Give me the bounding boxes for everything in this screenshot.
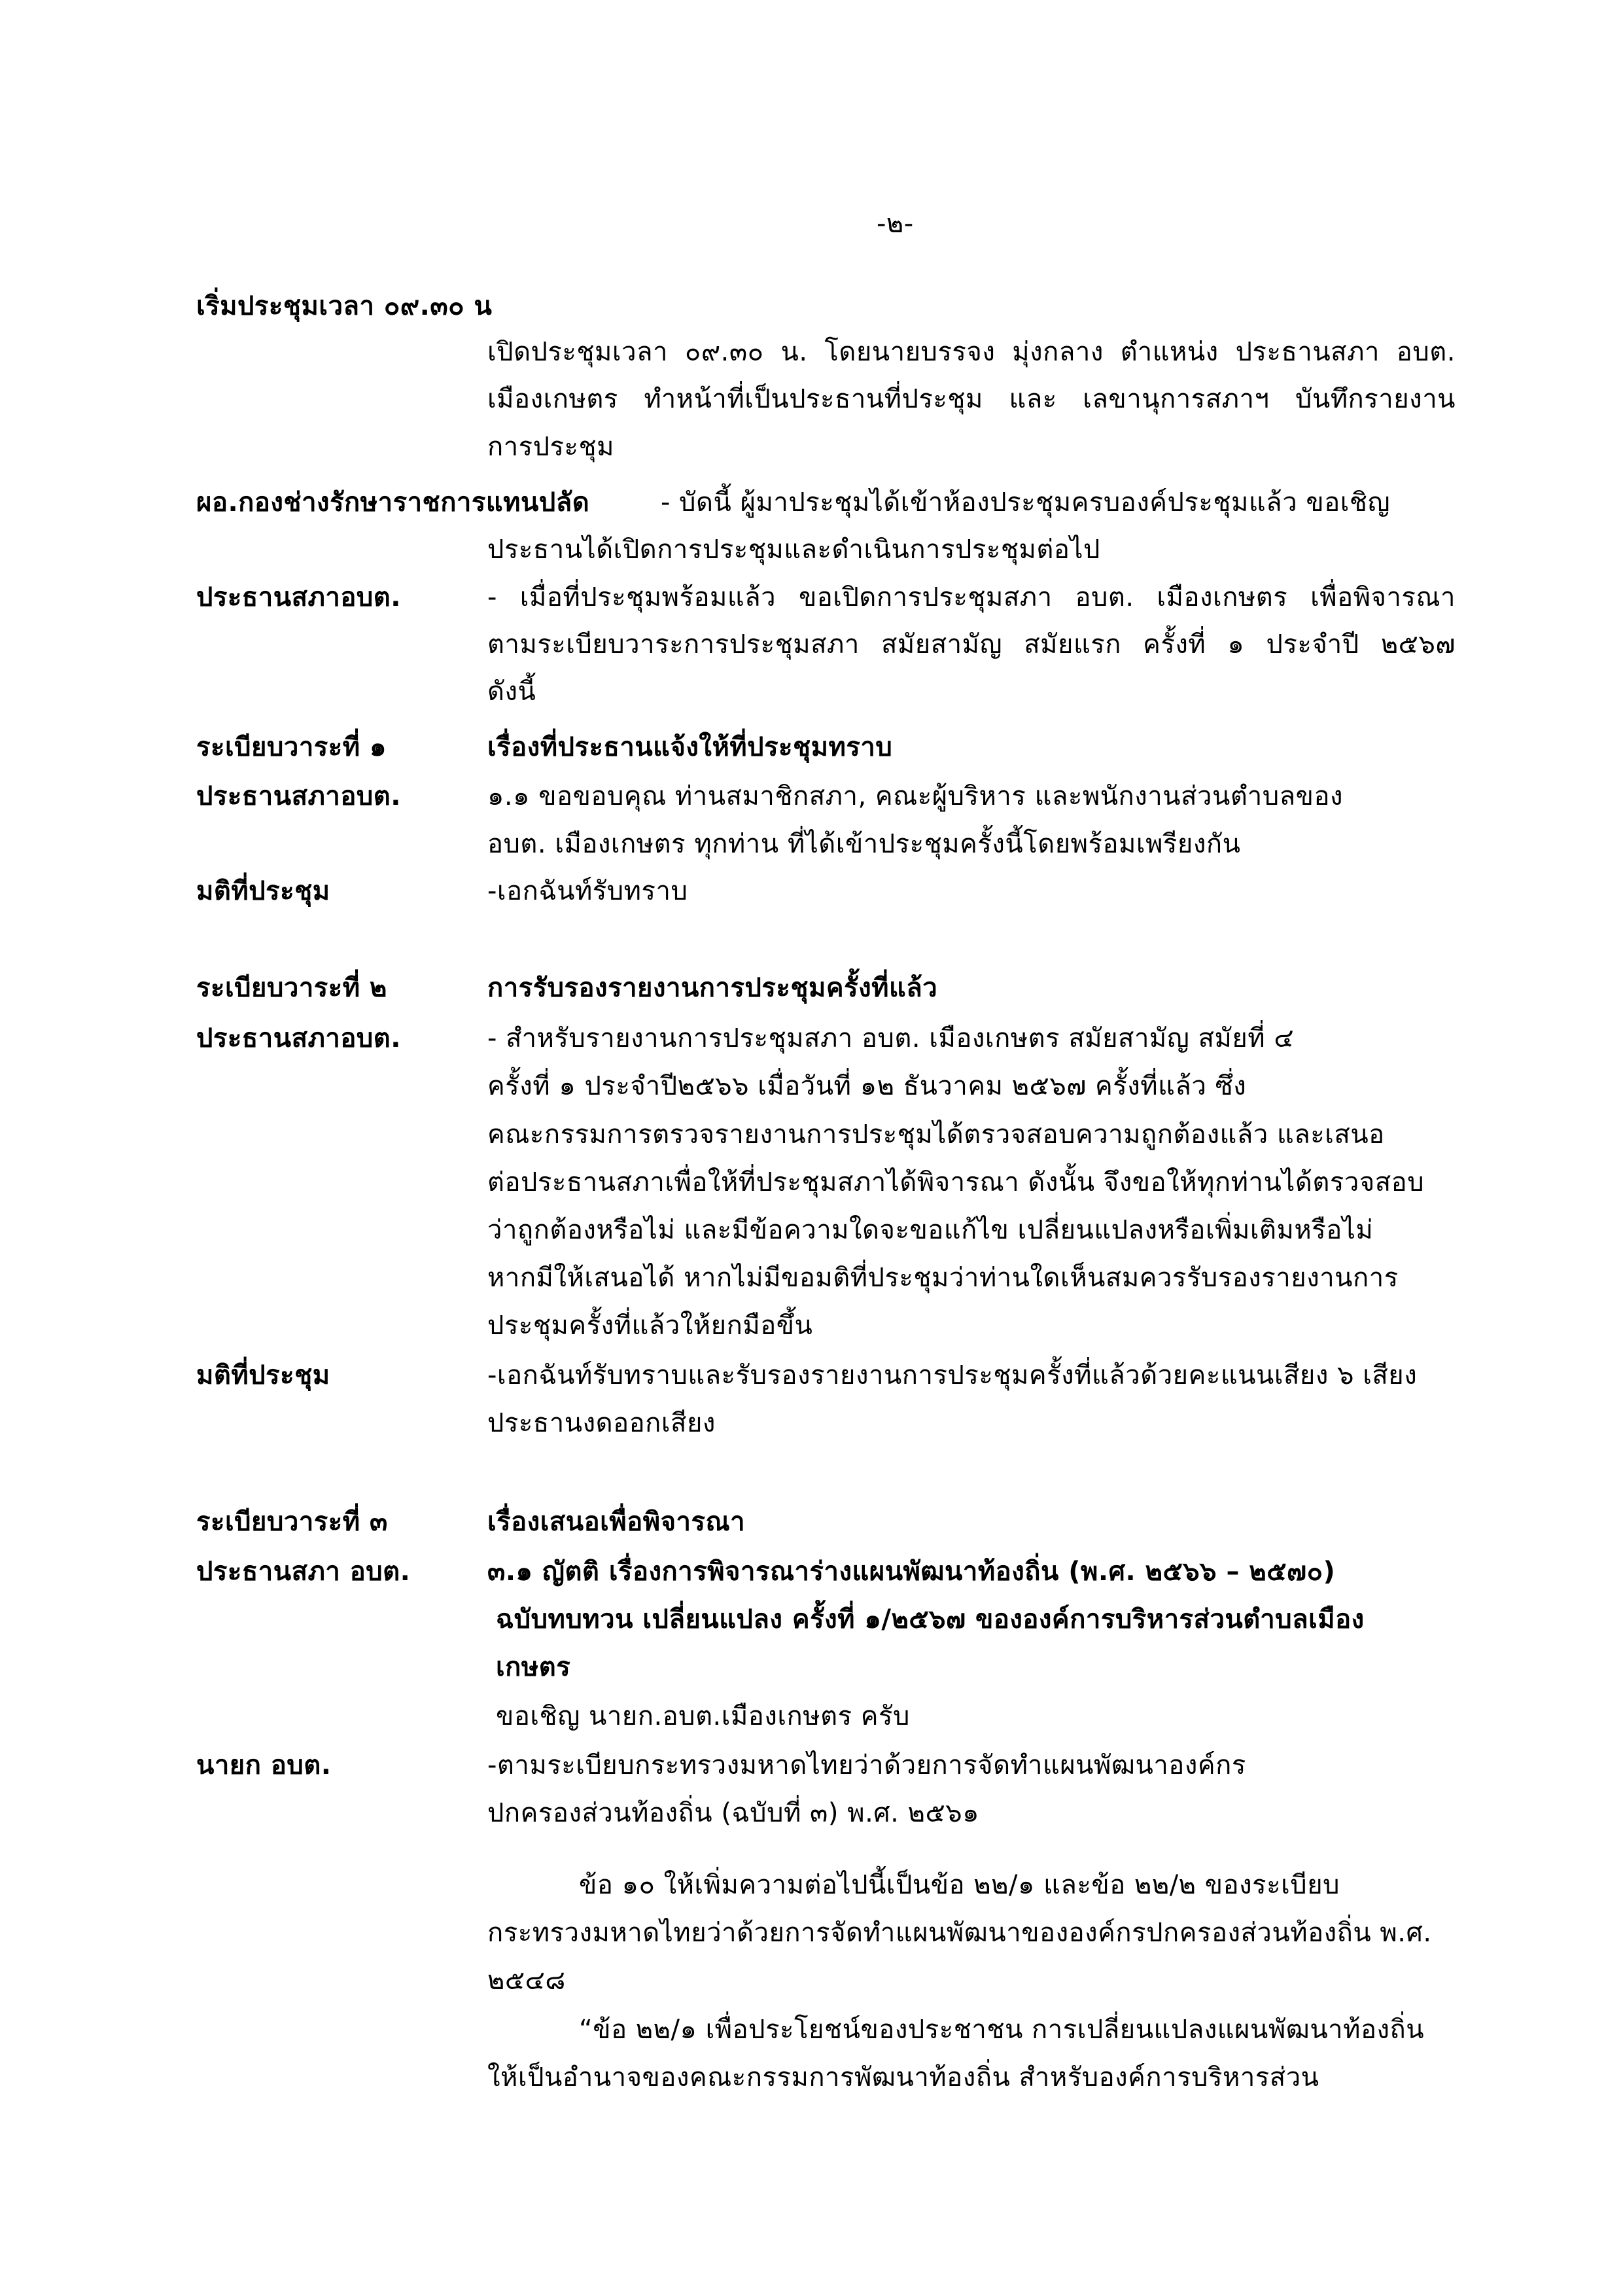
clause22-line-1: “ข้อ ๒๒/๑ เพื่อประโยชน์ของประชาชน การเปลี่ยนแปลงแผนพัฒนาท้องถิ่น [579, 2015, 1425, 2045]
agenda1-label: ระเบียบวาระที่ ๑ [196, 732, 387, 762]
agenda3-motion-line-1: ๓.๑ ญัตติ เรื่องการพิจารณาร่างแผนพัฒนาท้องถิ่น (พ.ศ. ๒๕๖๖ – ๒๕๗๐) [487, 1557, 1336, 1587]
agenda1-resolution-label: มติที่ประชุม [196, 876, 330, 906]
agenda2-label: ระเบียบวาระที่ ๒ [196, 973, 387, 1003]
agenda2-line-1: - สำหรับรายงานการประชุมสภา อบต. เมืองเกษตร สมัยสามัญ สมัยที่ ๔ [487, 1023, 1295, 1053]
agenda2-resolution-line-1: -เอกฉันท์รับทราบและรับรองรายงานการประชุมครั้งที่แล้วด้วยคะแนนเสียง ๖ เสียง [487, 1360, 1418, 1390]
agenda3-title: เรื่องเสนอเพื่อพิจารณา [487, 1507, 746, 1537]
agenda2-title: การรับรองรายงานการประชุมครั้งที่แล้ว [487, 973, 938, 1003]
agenda2-line-4: ต่อประธานสภาเพื่อให้ที่ประชุมสภาได้พิจารณา ดังนั้น จึงขอให้ทุกท่านได้ตรวจสอบ [487, 1167, 1425, 1197]
mayor-speaker: นายก อบต. [196, 1750, 332, 1780]
agenda2-resolution-line-2: ประธานงดออกเสียง [487, 1408, 716, 1438]
agenda1-title: เรื่องที่ประธานแจ้งให้ที่ประชุมทราบ [487, 732, 893, 762]
chair-open-line-2: ตามระเบียบวาระการประชุมสภา สมัยสามัญ สมัยแรก ครั้งที่ ๑ ประจำปี ๒๕๖๗ [487, 629, 1456, 660]
agenda3-invite: ขอเชิญ นายก.อบต.เมืองเกษตร ครับ [496, 1701, 910, 1731]
clause10-line-2: กระทรวงมหาดไทยว่าด้วยการจัดทำแผนพัฒนาขององค์กรปกครองส่วนท้องถิ่น พ.ศ. [487, 1918, 1432, 1948]
agenda2-resolution-label: มติที่ประชุม [196, 1360, 330, 1390]
opening-line-3: การประชุม [487, 432, 615, 462]
meeting-start-heading: เริ่มประชุมเวลา ๐๙.๓๐ น [196, 291, 493, 321]
agenda3-motion-line-3: เกษตร [496, 1652, 571, 1682]
agenda2-line-3: คณะกรรมการตรวจรายงานการประชุมได้ตรวจสอบความถูกต้องแล้ว และเสนอ [487, 1120, 1385, 1150]
chair-open-line-1: - เมื่อที่ประชุมพร้อมแล้ว ขอเปิดการประชุมสภา อบต. เมืองเกษตร เพื่อพิจารณา [487, 582, 1456, 612]
agenda1-line-1: ๑.๑ ขอขอบคุณ ท่านสมาชิกสภา, คณะผู้บริหาร และพนักงานส่วนตำบลของ [487, 781, 1344, 811]
agenda2-line-2: ครั้งที่ ๑ ประจำปี๒๕๖๖ เมื่อวันที่ ๑๒ ธันวาคม ๒๕๖๗ ครั้งที่แล้ว ซึ่ง [487, 1071, 1247, 1101]
clause10-line-1: ข้อ ๑๐ ให้เพิ่มความต่อไปนี้เป็นข้อ ๒๒/๑ และข้อ ๒๒/๒ ของระเบียบ [579, 1870, 1340, 1900]
clause22-line-2: ให้เป็นอำนาจของคณะกรรมการพัฒนาท้องถิ่น สำหรับองค์การบริหารส่วน [487, 2062, 1319, 2093]
agenda3-label: ระเบียบวาระที่ ๓ [196, 1507, 388, 1537]
agenda2-line-7: ประชุมครั้งที่แล้วให้ยกมือขึ้น [487, 1311, 813, 1341]
speaker-chair-open: ประธานสภาอบต. [196, 582, 401, 612]
mayor-line-1: -ตามระเบียบกระทรวงมหาดไทยว่าด้วยการจัดทำแผนพัฒนาองค์กร [487, 1750, 1246, 1780]
director-line-2: ประธานได้เปิดการประชุมและดำเนินการประชุมต่อไป [487, 535, 1100, 565]
opening-line-1: เปิดประชุมเวลา ๐๙.๓๐ น. โดยนายบรรจง มุ่งกลาง ตำแหน่ง ประธานสภา อบต. [487, 337, 1456, 367]
agenda3-motion-line-2: ฉบับทบทวน เปลี่ยนแปลง ครั้งที่ ๑/๒๕๖๗ ขององค์การบริหารส่วนตำบลเมือง [496, 1604, 1365, 1634]
director-line-1: - บัดนี้ ผู้มาประชุมได้เข้าห้องประชุมครบองค์ประชุมแล้ว ขอเชิญ [661, 487, 1391, 518]
agenda2-line-6: หากมีให้เสนอได้ หากไม่มีขอมติที่ประชุมว่าท่านใดเห็นสมควรรับรองรายงานการ [487, 1263, 1399, 1293]
page-number: -๒- [877, 209, 914, 239]
agenda3-speaker: ประธานสภา อบต. [196, 1557, 411, 1587]
agenda1-line-2: อบต. เมืองเกษตร ทุกท่าน ที่ได้เข้าประชุมครั้งนี้โดยพร้อมเพรียงกัน [487, 829, 1241, 859]
speaker-director: ผอ.กองช่างรักษาราชการแทนปลัด [196, 487, 590, 518]
agenda1-resolution: -เอกฉันท์รับทราบ [487, 876, 688, 906]
agenda1-speaker: ประธานสภาอบต. [196, 781, 401, 811]
agenda2-speaker: ประธานสภาอบต. [196, 1023, 401, 1053]
clause10-line-3: ๒๕๔๘ [487, 1966, 566, 1996]
chair-open-line-3: ดังนี้ [487, 677, 536, 707]
agenda2-line-5: ว่าถูกต้องหรือไม่ และมีข้อความใดจะขอแก้ไข เปลี่ยนแปลงหรือเพิ่มเติมหรือไม่ [487, 1215, 1374, 1245]
opening-line-2: เมืองเกษตร ทำหน้าที่เป็นประธานที่ประชุม และ เลขานุการสภาฯ บันทึกรายงาน [487, 384, 1456, 414]
mayor-line-2: ปกครองส่วนท้องถิ่น (ฉบับที่ ๓) พ.ศ. ๒๕๖๑ [487, 1798, 980, 1828]
